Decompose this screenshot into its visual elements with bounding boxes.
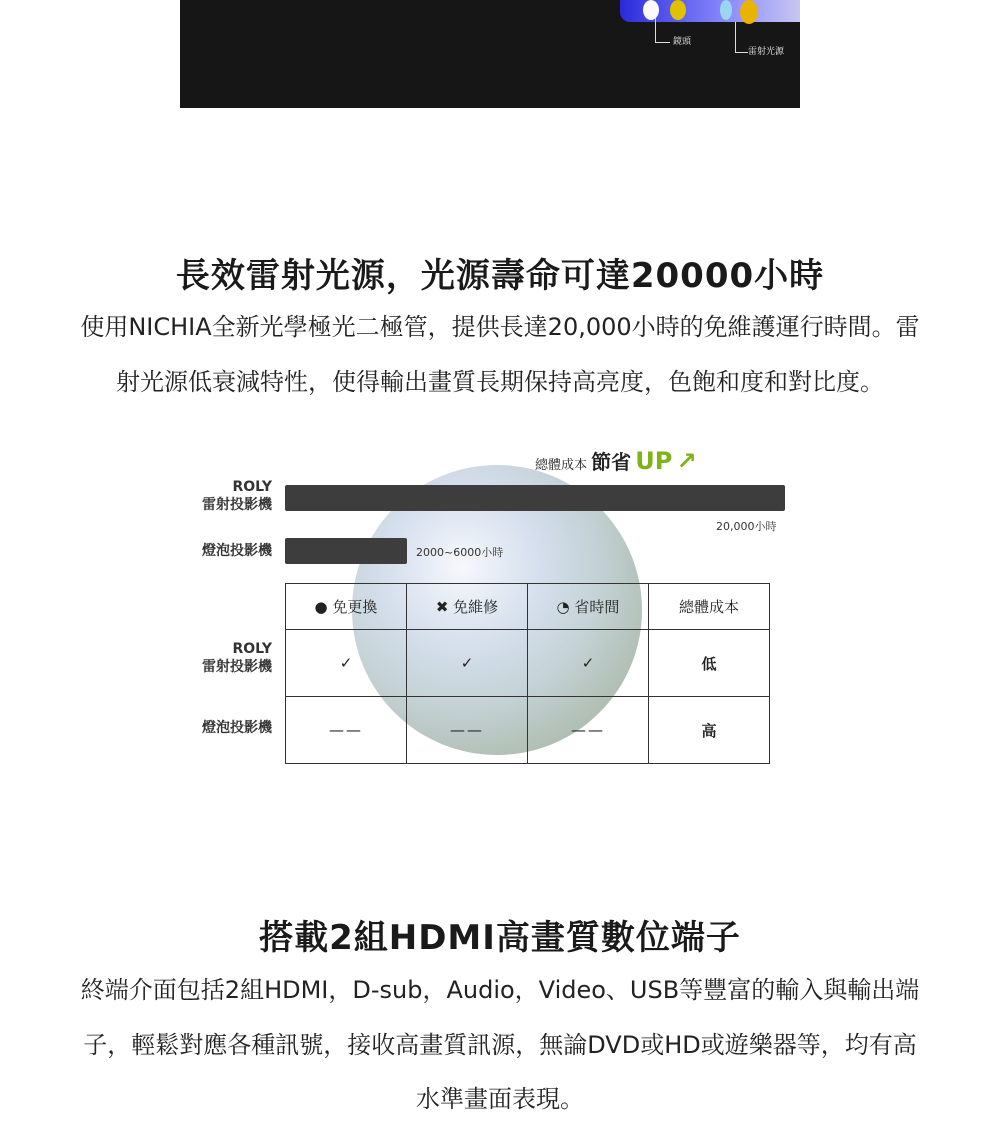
dash-mark: —— — [286, 697, 407, 764]
section-body-line: 射光源低衰減特性，使得輸出畫質長期保持高亮度，色飽和度和對比度。 — [116, 368, 884, 396]
clock-icon: ◔ — [556, 598, 570, 616]
savings-heading — [535, 446, 697, 475]
section-body-line: 水準畫面表現。 — [416, 1085, 584, 1113]
savings-label: 總體成本 — [535, 458, 588, 473]
check-icon: ✓ — [528, 630, 649, 697]
laser-source-label: 雷射光源 — [748, 47, 785, 57]
savings-word: 節省 — [591, 450, 632, 474]
lens-shape — [643, 0, 659, 20]
laser-source-shape — [740, 0, 758, 24]
lens-shape — [670, 0, 686, 20]
tools-icon: ✖ — [435, 598, 449, 616]
section-body-line: 使用NICHIA全新光學極光二極管，提供長達20,000小時的免維護運行時間。雷 — [80, 313, 920, 341]
callout-line — [735, 22, 748, 53]
up-arrow-icon: ↗ — [676, 447, 697, 475]
dash-mark: —— — [407, 697, 528, 764]
check-icon: ✓ — [407, 630, 528, 697]
table-header-cell: ✖ 免維修 — [407, 584, 528, 630]
section-title-laser: 長效雷射光源，光源壽命可達20000小時 — [175, 256, 825, 296]
bar-value-laser: 20,000小時 — [716, 520, 777, 533]
dash-mark: —— — [528, 697, 649, 764]
bar-label-laser: ROLY 雷射投影機 — [202, 479, 272, 513]
cost-comparison-chart — [180, 430, 820, 770]
comparison-table — [285, 583, 770, 764]
lens-shape — [720, 0, 732, 20]
bar-lamp — [285, 538, 407, 564]
table-row — [286, 630, 770, 697]
savings-up: UP — [635, 447, 673, 475]
callout-line — [655, 18, 670, 43]
bulb-icon: ● — [314, 598, 328, 616]
bar-label-lamp: 燈泡投影機 — [202, 543, 272, 559]
laser-light-diagram-image — [180, 0, 800, 108]
section-body-line: 子，輕鬆對應各種訊號，接收高畫質訊源，無論DVD或HD或遊樂器等，均有高 — [83, 1031, 917, 1059]
bar-laser — [285, 485, 785, 511]
table-header-cell: ◔ 省時間 — [528, 584, 649, 630]
section-title-hdmi: 搭載2組HDMI高畫質數位端子 — [259, 918, 741, 958]
table-row-label-lamp: 燈泡投影機 — [202, 720, 272, 736]
cost-low: 低 — [649, 630, 770, 697]
check-icon: ✓ — [286, 630, 407, 697]
section-body-line: 終端介面包括2組HDMI，D-sub，Audio，Video、USB等豐富的輸入與輸出端 — [80, 976, 920, 1004]
table-header-row — [286, 584, 770, 630]
lens-label: 鏡頭 — [673, 37, 692, 47]
table-row-label-laser: ROLY 雷射投影機 — [202, 641, 272, 675]
table-header-cell: ● 免更換 — [286, 584, 407, 630]
table-row — [286, 697, 770, 764]
table-header-cell: 總體成本 — [649, 584, 770, 630]
cost-high: 高 — [649, 697, 770, 764]
bar-value-lamp: 2000~6000小時 — [416, 546, 504, 559]
